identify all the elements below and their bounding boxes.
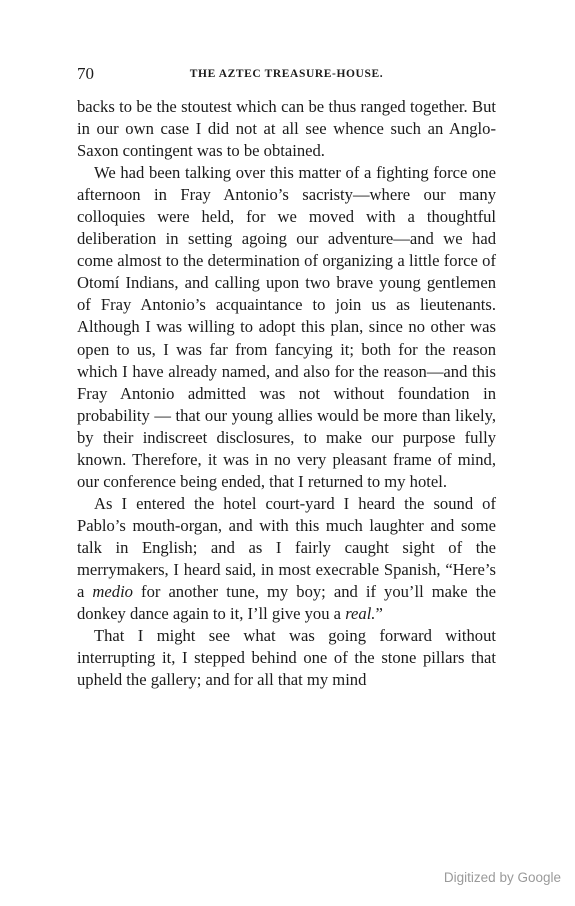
paragraph-continued: backs to be the stoutest which can be thus ranged together. But in our own case I did not at all see whence such an Anglo-Saxon contingent was to be obtained. bbox=[77, 97, 496, 161]
page-number: 70 bbox=[77, 64, 94, 83]
text-run: As I entered the hotel court-yard I heard the sound of Pablo’s mouth-organ, and with this much laughter and some talk in English; and as I fairly caught sight of the merrymakers, I heard said, in most execrable Spanish, “Here’s a bbox=[77, 493, 496, 602]
italic-word: real. bbox=[345, 604, 376, 624]
italic-word: medio bbox=[92, 582, 133, 602]
paragraph: That I might see what was going forward without interrupting it, I stepped behind one of the stone pillars that upheld the gallery; and for all that my mind bbox=[77, 626, 496, 690]
digitization-watermark: Digitized by Google bbox=[443, 870, 561, 885]
page-body bbox=[77, 96, 496, 691]
paragraph bbox=[77, 493, 496, 625]
paragraph: We had been talking over this matter of a fighting force one afternoon in Fray Antonio’s sacristy—where our many colloquies were held, for we moved with a thoughtful deliberation in setting agoing our adventure—and we had come almost to the determination of organizing a little force of Otomí Indians, and calling upon two brave young gentlemen of Fray Antonio’s acquaintance to join us as lieutenants. Although I was willing to adopt this plan, since no other was open to us, I was far from fancying it; both for the reason which I have already named, and also for the reason—and this Fray Antonio admitted was not without foundation in probability — that our young allies would be more than likely, by their indiscreet disclosures, to make our purpose fully known. Therefore, it was in no very pleasant frame of mind, our conference being ended, that I returned to my hotel. bbox=[77, 163, 496, 491]
text-run: for another tune, my boy; and if you’ll make the donkey dance again to it, I’ll give you a bbox=[77, 582, 496, 624]
text-run: ” bbox=[375, 604, 383, 624]
running-title: THE AZTEC TREASURE-HOUSE. bbox=[189, 68, 384, 80]
page-header bbox=[77, 64, 496, 84]
